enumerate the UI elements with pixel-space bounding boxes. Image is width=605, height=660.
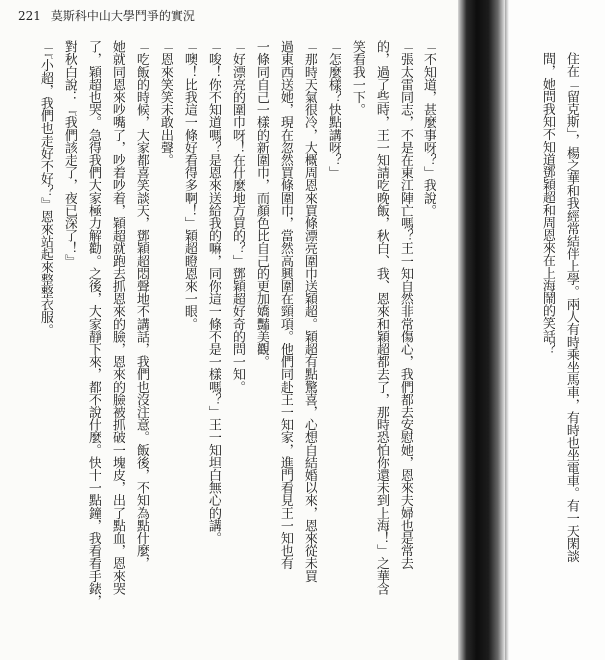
page-number: 221 — [18, 9, 41, 23]
text-column-11: 「噢！比我這一條好看得多啊！」穎超瞪恩來一眼。 — [182, 40, 197, 330]
right-page — [505, 0, 605, 660]
running-title: 莫斯科中山大學鬥爭的實況 — [50, 9, 195, 23]
right-text-column-1: 住在「留克斯」，楊之華和我經常結伴上學。兩人有時乘坐馬車，有時也坐電車。有一天閑談 — [564, 52, 579, 563]
text-column-14: 她就同恩來吵嘴了，吵着吵着，穎超就跑去抓恩來的臉，恩來的臉被抓破一塊皮，出了點血，恩來哭 — [110, 40, 125, 595]
text-column-16: 對秋白說：『我們該走了，夜已深了！』 — [62, 40, 77, 267]
text-column-5: 「怎麼樣？快點講呀？」 — [326, 40, 341, 179]
text-column-1: 「不知道，甚麼事呀？」我說。 — [421, 40, 436, 217]
book-gutter — [458, 0, 505, 660]
right-text-column-2: 間，她問我知不知道鄧穎超和周恩來在上海鬧的笑話？ — [540, 52, 555, 355]
page-header — [18, 8, 195, 24]
text-column-7: 過東西送她，現在忽然買條圍巾，當然高興圍在頸項。他們同赴王一知家，進門看見王一知也有 — [278, 40, 293, 570]
text-column-3: 的，過了些時，王一知請吃晚飯，秋白、我、恩來和穎超都去了，那時恐怕你還未到上海！」之華含 — [374, 40, 389, 595]
text-column-15: 了，穎超也哭。急得我們大家極力解勸。之後，大家靜下來，都不說什麼。快十一點鐘，我看看手錶， — [86, 40, 101, 608]
text-column-8: 一條同自己一樣的新圍巾，而顏色比自己的更加嬌豔美觀。 — [254, 40, 269, 368]
text-column-17: 「『小超，我們也走好不好？』恩來站起來整整衣服。 — [38, 40, 53, 336]
text-column-6: 「那時天氣很冷，大概周恩來買條漂亮圍巾送穎超。穎超有點驚喜，心想自結婚以來，恩來從未買 — [302, 40, 317, 582]
text-column-9: 「好漂亮的圍巾呀！在什麼地方買的？」鄧穎超好奇的問一知。 — [230, 40, 245, 393]
text-column-4: 笑看我一下。 — [350, 40, 365, 116]
text-column-2: 「張太雷同志，不是在東江陣亡嗎？王一知自然非常傷心，我們都去安慰她，恩來夫婦也是常去 — [398, 40, 413, 570]
text-column-13: 「吃飯的時候，大家都喜笑談天，鄧穎超悶聲地不講話，我們也沒注意。飯後，不知為點什麼， — [134, 40, 149, 570]
gutter-shadow — [505, 0, 509, 660]
text-column-10: 「唆！你不知道嗎？是恩來送給我的嘛，同你這一條不是一樣嗎？」王一知坦白無心的講。 — [206, 40, 221, 545]
text-column-12: 「恩來笑笑未敢出聲。 — [158, 40, 173, 167]
